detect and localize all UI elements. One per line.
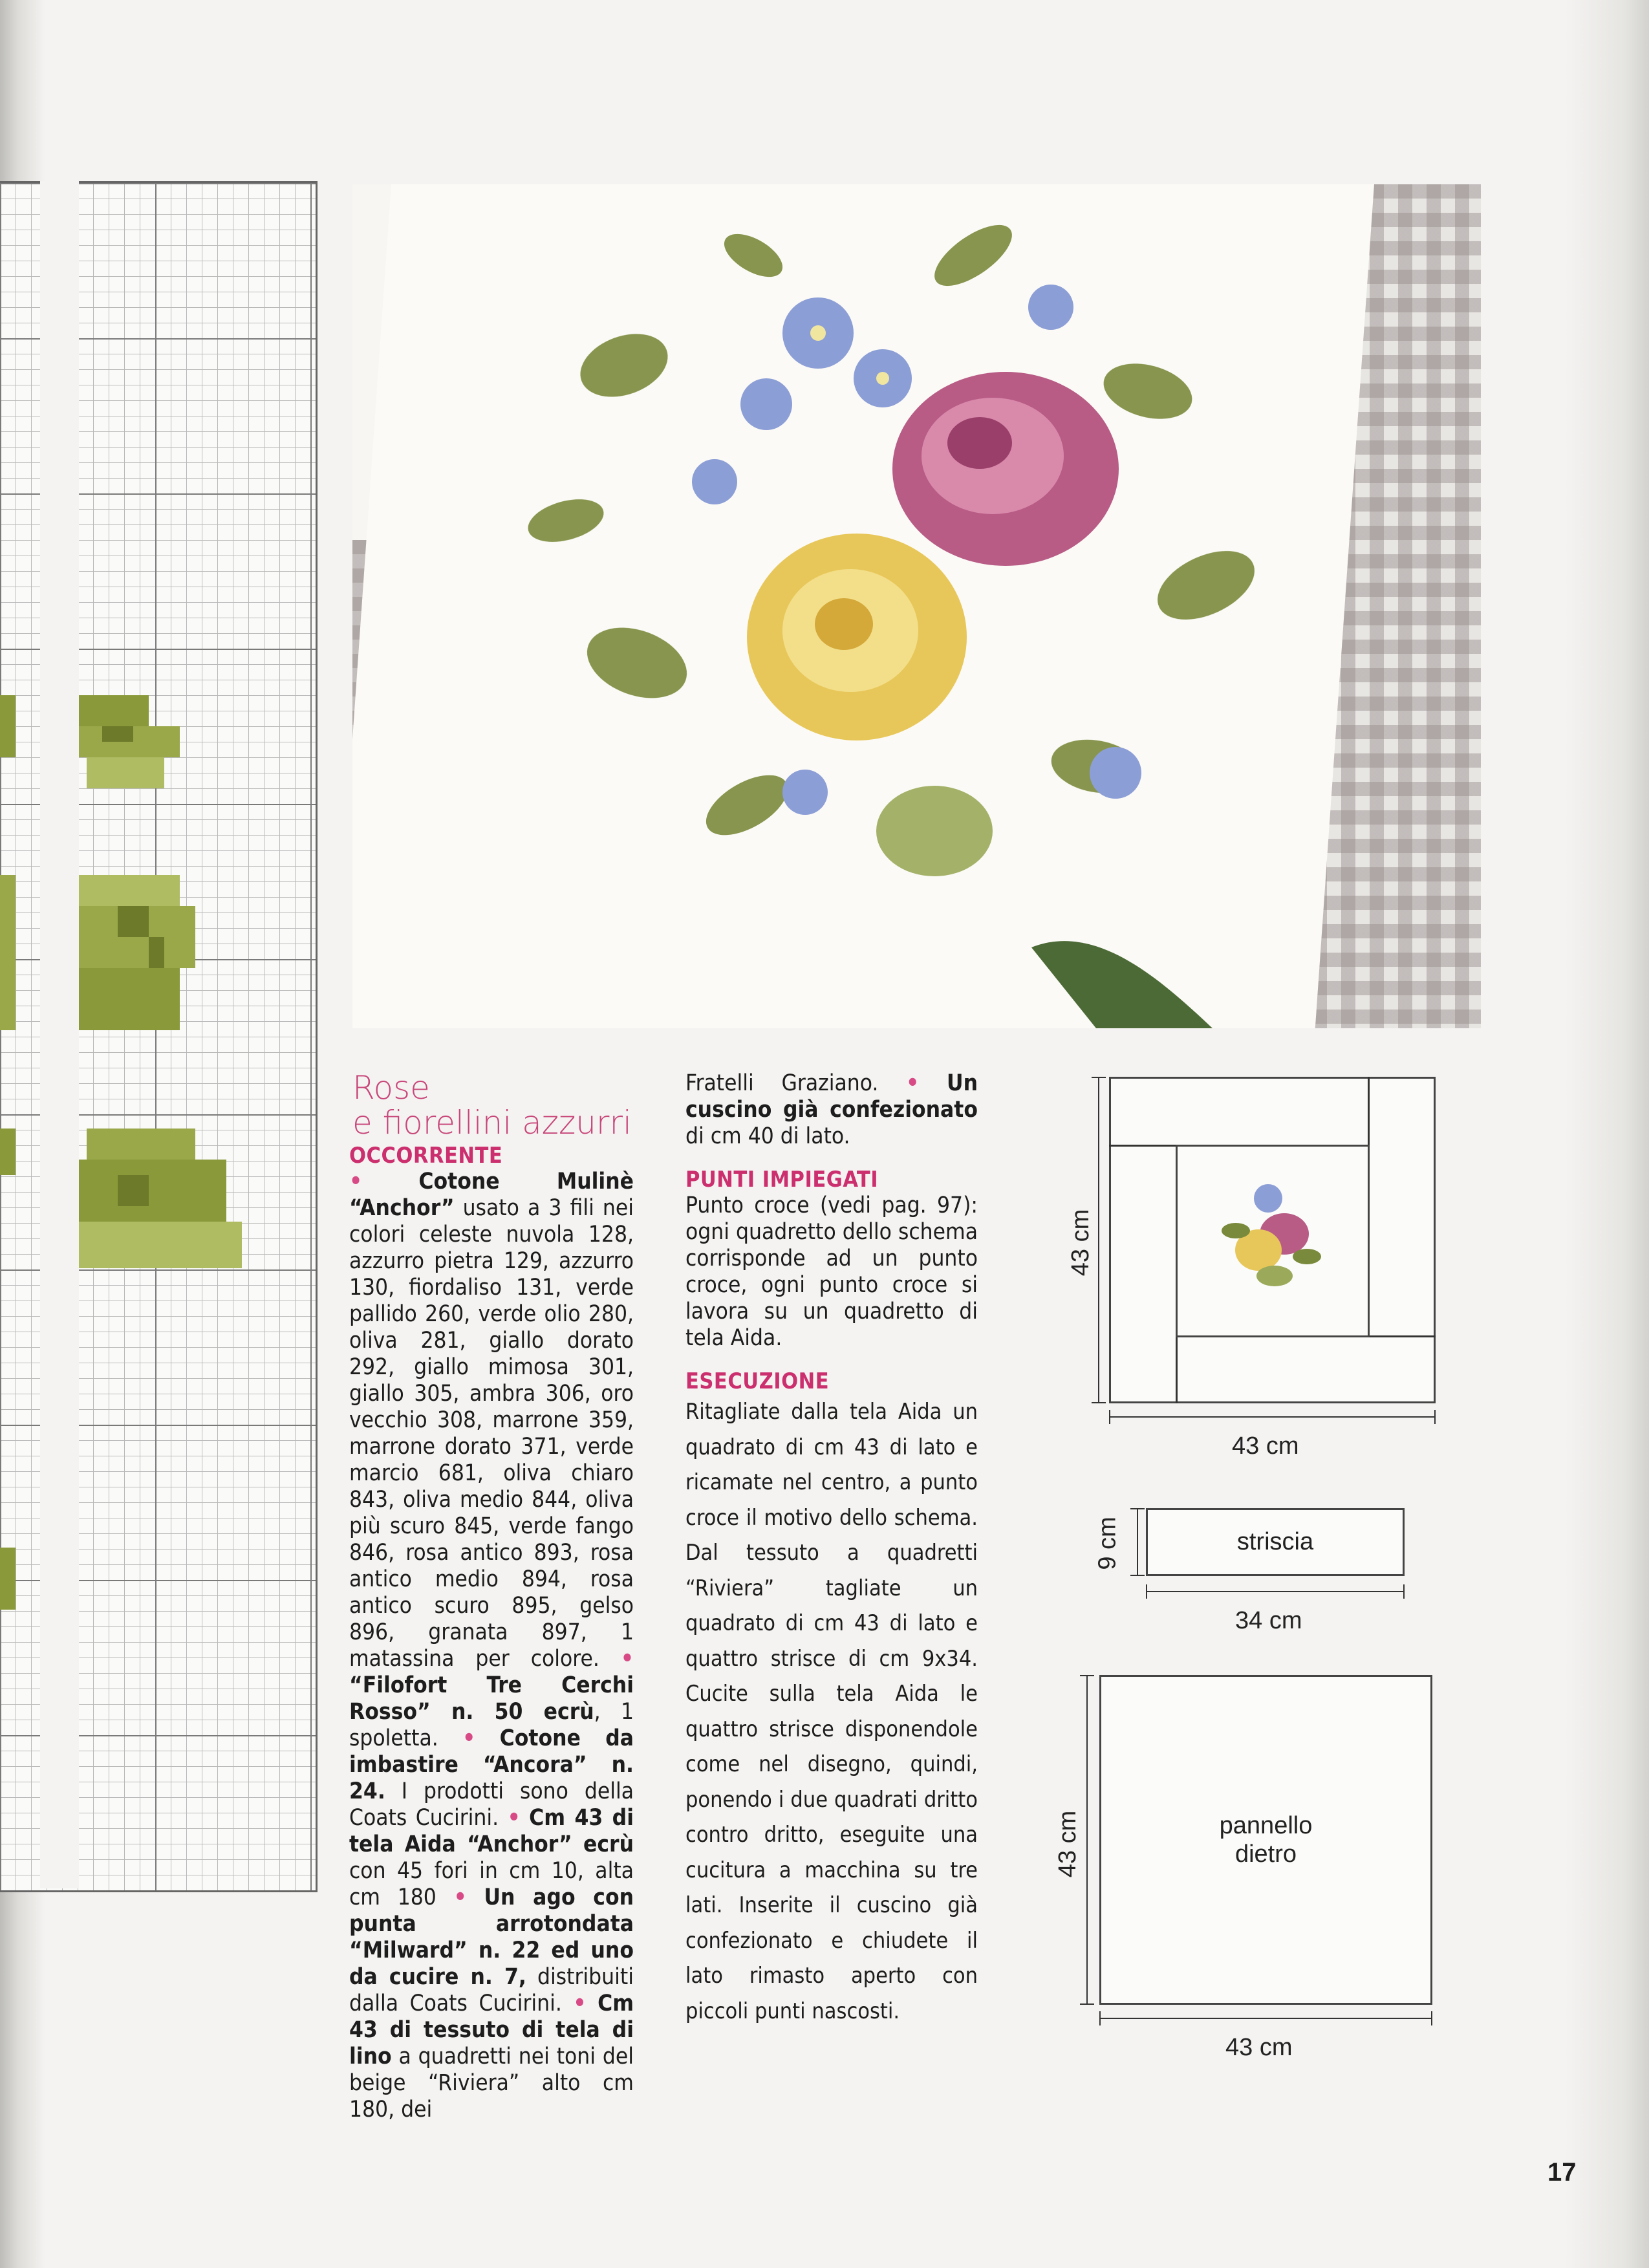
strip-height-dim-line bbox=[1137, 1508, 1138, 1576]
dim-tick bbox=[1080, 2003, 1094, 2005]
dim-tick bbox=[1092, 1077, 1106, 1078]
instructions-column bbox=[685, 1070, 978, 2029]
bullet: • bbox=[462, 1725, 476, 1751]
material-5-desc: distribuiti dalla Coats Cucirini. bbox=[349, 1964, 634, 2016]
material-6-desc: a quadretti nei toni del beige “Riviera” alto cm 180, dei bbox=[349, 2044, 634, 2122]
dim-tick bbox=[1403, 1584, 1405, 1599]
continuation-paragraph bbox=[685, 1070, 978, 1150]
front-height-label: 43 cm bbox=[1067, 1209, 1095, 1277]
material-6-name: Cm 43 di tessuto di tela di lino bbox=[349, 1991, 634, 2069]
back-width-label: 43 cm bbox=[1225, 2034, 1293, 2061]
material-2-name: “Filofort Tre Cerchi Rosso” n. 50 ecrù bbox=[349, 1672, 634, 1725]
mini-bouquet-icon bbox=[1178, 1147, 1368, 1335]
back-label-line-1: pannello bbox=[1219, 1812, 1313, 1839]
bullet: • bbox=[620, 1646, 634, 1672]
esecuzione-paragraph: Ritagliate dalla tela Aida un quadrato di cm 43 di lato e ricamate nel centro, a punto croce il motivo dello schema. Dal tessuto a quadretti “Riviera” tagliate un quadrato di cm 43 di lato e quattro strisce di cm 9x34. Cucite sulla tela Aida le quattro strisce disponendole come nel disegno, quindi, ponendo i due quadrati dritto contro dritto, eseguite una cucitura a macchina su tre lati. Inserite il cuscino già confezionato e chiudete il lato rimasto aperto con piccoli punti nascosti. bbox=[685, 1399, 978, 2024]
dim-tick bbox=[1130, 1575, 1145, 1576]
bullet: • bbox=[573, 1991, 587, 2016]
width-dim-line bbox=[1109, 1416, 1436, 1418]
page-number: 17 bbox=[1547, 2158, 1577, 2187]
punti-heading: PUNTI IMPIEGATI bbox=[685, 1167, 879, 1193]
dim-tick bbox=[1431, 2011, 1432, 2025]
material-1-name: Cotone Mulinè “Anchor” bbox=[349, 1169, 634, 1221]
dim-tick bbox=[1146, 1584, 1147, 1599]
materials-paragraph bbox=[349, 1169, 634, 2123]
article-title bbox=[352, 1070, 632, 1140]
occorrente-heading: OCCORRENTE bbox=[349, 1143, 503, 1169]
embroidery-photo bbox=[352, 184, 1481, 1028]
chart-leaf-upper bbox=[0, 695, 180, 788]
front-width-label: 43 cm bbox=[1232, 1432, 1299, 1460]
strip-label: striscia bbox=[1236, 1528, 1314, 1555]
chart-fold-gap bbox=[40, 181, 79, 1888]
back-label-line-2: dietro bbox=[1234, 1841, 1297, 1868]
dim-tick bbox=[1080, 1675, 1094, 1676]
chart-leaf-middle bbox=[0, 875, 195, 1030]
bullet: • bbox=[349, 1169, 363, 1194]
material-1-desc: usato a 3 fili nei colori celeste nuvola 128, azzurro pietra 129, azzurro 130, fiordaliso 131, verde pallido 260, verde olio 280, oliva 281, giallo dorato 292, giallo mimosa 301, giallo 305, ambra 306, oro vecchio 308, marrone 359, marrone dorato 371, verde marcio 681, oliva chiaro 843, oliva medio 844, oliva più scuro 845, verde fango 846, rosa antico 893, rosa antico medio 894, rosa antico scuro 895, gelso 896, granata 897, 1 matassina per colore. bbox=[349, 1195, 634, 1672]
materials-column bbox=[349, 1143, 634, 2123]
rose-bouquet-illustration bbox=[352, 184, 1481, 1028]
bullet: • bbox=[453, 1885, 467, 1910]
strip-width-label: 34 cm bbox=[1235, 1607, 1302, 1634]
title-line-1: Rose bbox=[352, 1069, 430, 1107]
title-line-2: e fiorellini azzurri bbox=[352, 1104, 632, 1141]
material-3-name: Cotone da imbastire “Ancora” n. 24. bbox=[349, 1725, 634, 1804]
dim-tick bbox=[1092, 1402, 1106, 1403]
dim-tick bbox=[1130, 1508, 1145, 1509]
material-4-name: Cm 43 di tela Aida “Anchor” ecrù bbox=[349, 1805, 634, 1857]
esecuzione-heading: ESECUZIONE bbox=[685, 1368, 830, 1394]
strip-width-dim-line bbox=[1146, 1591, 1405, 1592]
page-edge-shadow bbox=[1565, 0, 1649, 2268]
strip-outline bbox=[1146, 1508, 1405, 1576]
back-height-dim-line bbox=[1086, 1675, 1088, 2005]
bullet: • bbox=[507, 1805, 521, 1831]
material-2-desc: , 1 spoletta. bbox=[349, 1699, 634, 1751]
material-4-desc: con 45 fori in cm 10, alta cm 180 bbox=[349, 1858, 634, 1910]
cushion-item-size: di cm 40 di lato. bbox=[685, 1123, 850, 1149]
height-dim-line bbox=[1098, 1077, 1099, 1403]
center-aida-square bbox=[1176, 1145, 1370, 1337]
dim-tick bbox=[1109, 1410, 1110, 1424]
cushion-item: Un cuscino già confezionato bbox=[685, 1070, 978, 1123]
punti-paragraph: Punto croce (vedi pag. 97): ogni quadretto dello schema corrisponde ad un punto croce, ogni punto croce si lavora su un quadretto di tela Aida. bbox=[685, 1193, 978, 1351]
back-width-dim-line bbox=[1099, 2018, 1432, 2019]
bullet: • bbox=[906, 1070, 920, 1096]
back-panel-outline bbox=[1099, 1675, 1432, 2005]
back-height-label: 43 cm bbox=[1054, 1810, 1082, 1878]
strip-height-label: 9 cm bbox=[1094, 1517, 1121, 1570]
chart-leaf-lower bbox=[0, 1129, 242, 1610]
continuation-text: Fratelli Graziano. bbox=[685, 1070, 879, 1096]
material-5-name: Un ago con punta arrotondata “Milward” n. 22 ed uno da cucire n. 7, bbox=[349, 1885, 634, 1990]
material-3-desc: I prodotti sono della Coats Cucirini. bbox=[349, 1778, 634, 1831]
dim-tick bbox=[1099, 2011, 1101, 2025]
dim-tick bbox=[1434, 1410, 1436, 1424]
